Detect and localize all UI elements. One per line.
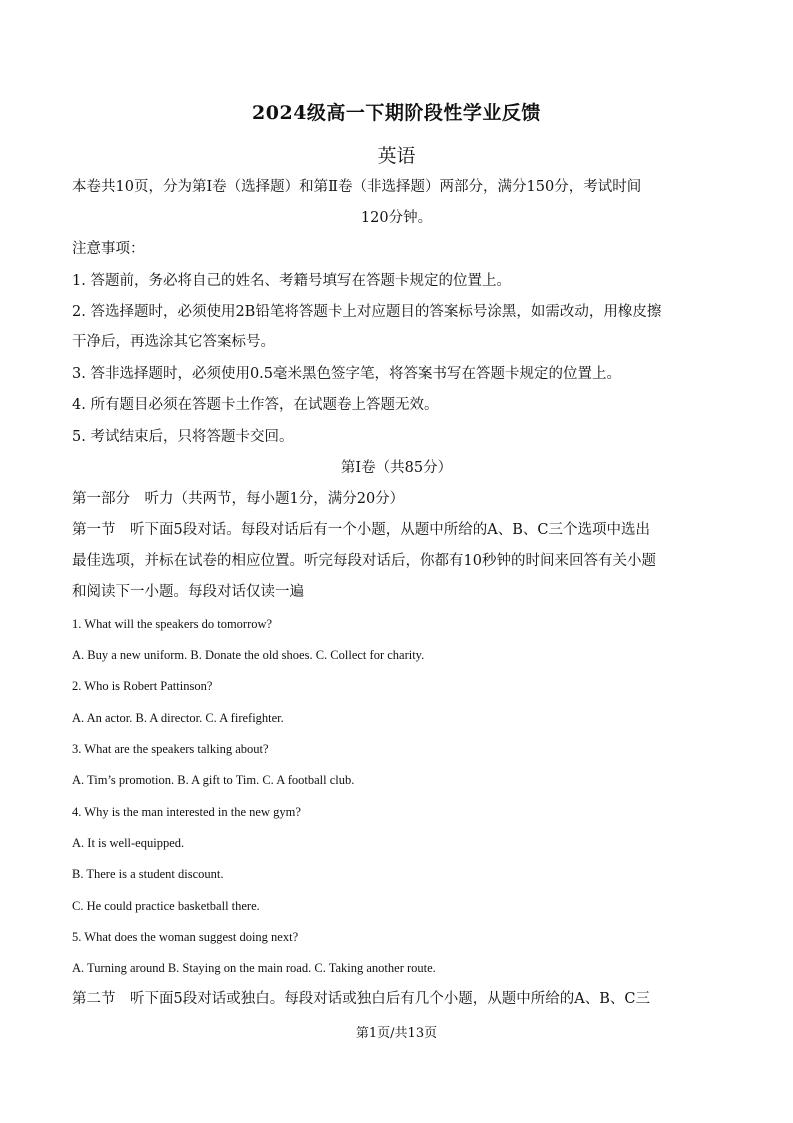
note-item-5: 5. 考试结束后，只将答题卡交回。 <box>72 429 294 445</box>
question-4-option-c: C. He could practice basketball there. <box>72 899 260 913</box>
question-1: 1. What will the speakers do tomorrow? <box>72 617 273 631</box>
question-4: 4. Why is the man interested in the new gym? <box>72 805 301 819</box>
question-2: 2. Who is Robert Pattinson? <box>72 679 213 693</box>
exam-title: 2024级高一下期阶段性学业反馈 <box>252 102 541 124</box>
question-3: 3. What are the speakers talking about? <box>72 742 269 756</box>
subject-title: 英语 <box>377 145 416 167</box>
listening-section-title: 第一部分 听力（共两节，每小题1分，满分20分） <box>72 491 405 507</box>
section1-line-2: 最佳选项，并标在试卷的相应位置。听完每段对话后，你都有10秒钟的时间来回答有关小题 <box>72 553 656 569</box>
page-number: 第1页/共13页 <box>355 1026 438 1041</box>
section1-line-1: 第一节 听下面5段对话。每段对话后有一个小题，从题中所给的A、B、C三个选项中选出 <box>72 522 650 538</box>
intro-line-2: 120分钟。 <box>360 210 433 226</box>
part1-heading: 第Ⅰ卷（共85分） <box>340 460 453 476</box>
question-4-option-a: A. It is well-equipped. <box>72 836 185 850</box>
question-5: 5. What does the woman suggest doing next? <box>72 930 299 944</box>
note-item-2-line-2: 干净后，再选涂其它答案标号。 <box>72 334 275 350</box>
notes-heading: 注意事项： <box>72 241 145 257</box>
note-item-3: 3. 答非选择题时，必须使用0.5毫米黑色签字笔，将答案书写在答题卡规定的位置上。 <box>72 366 622 382</box>
note-item-1: 1. 答题前，务必将自己的姓名、考籍号填写在答题卡规定的位置上。 <box>72 273 511 289</box>
section2-line-1: 第二节 听下面5段对话或独白。每段对话或独白后有几个小题，从题中所给的A、B、C三 <box>72 991 650 1007</box>
note-item-4: 4. 所有题目必须在答题卡土作答，在试题卷上答题无效。 <box>72 397 439 413</box>
note-item-2-line-1: 2. 答选择题时，必须使用2B铅笔将答题卡上对应题目的答案标号涂黑，如需改动，用橡皮擦 <box>72 304 662 320</box>
question-4-option-b: B. There is a student discount. <box>72 867 224 881</box>
question-2-options: A. An actor. B. A director. C. A firefighter. <box>72 711 284 725</box>
question-5-options: A. Turning around B. Staying on the main road. C. Taking another route. <box>72 961 436 975</box>
intro-line-1: 本卷共10页，分为第Ⅰ卷（选择题）和第Ⅱ卷（非选择题）两部分，满分150分，考试时间 <box>72 179 642 195</box>
question-1-options: A. Buy a new uniform. B. Donate the old shoes. C. Collect for charity. <box>72 648 425 662</box>
question-3-options: A. Tim’s promotion. B. A gift to Tim. C. A football club. <box>72 773 355 787</box>
section1-line-3: 和阅读下一小题。每段对话仅读一遍 <box>72 584 304 600</box>
